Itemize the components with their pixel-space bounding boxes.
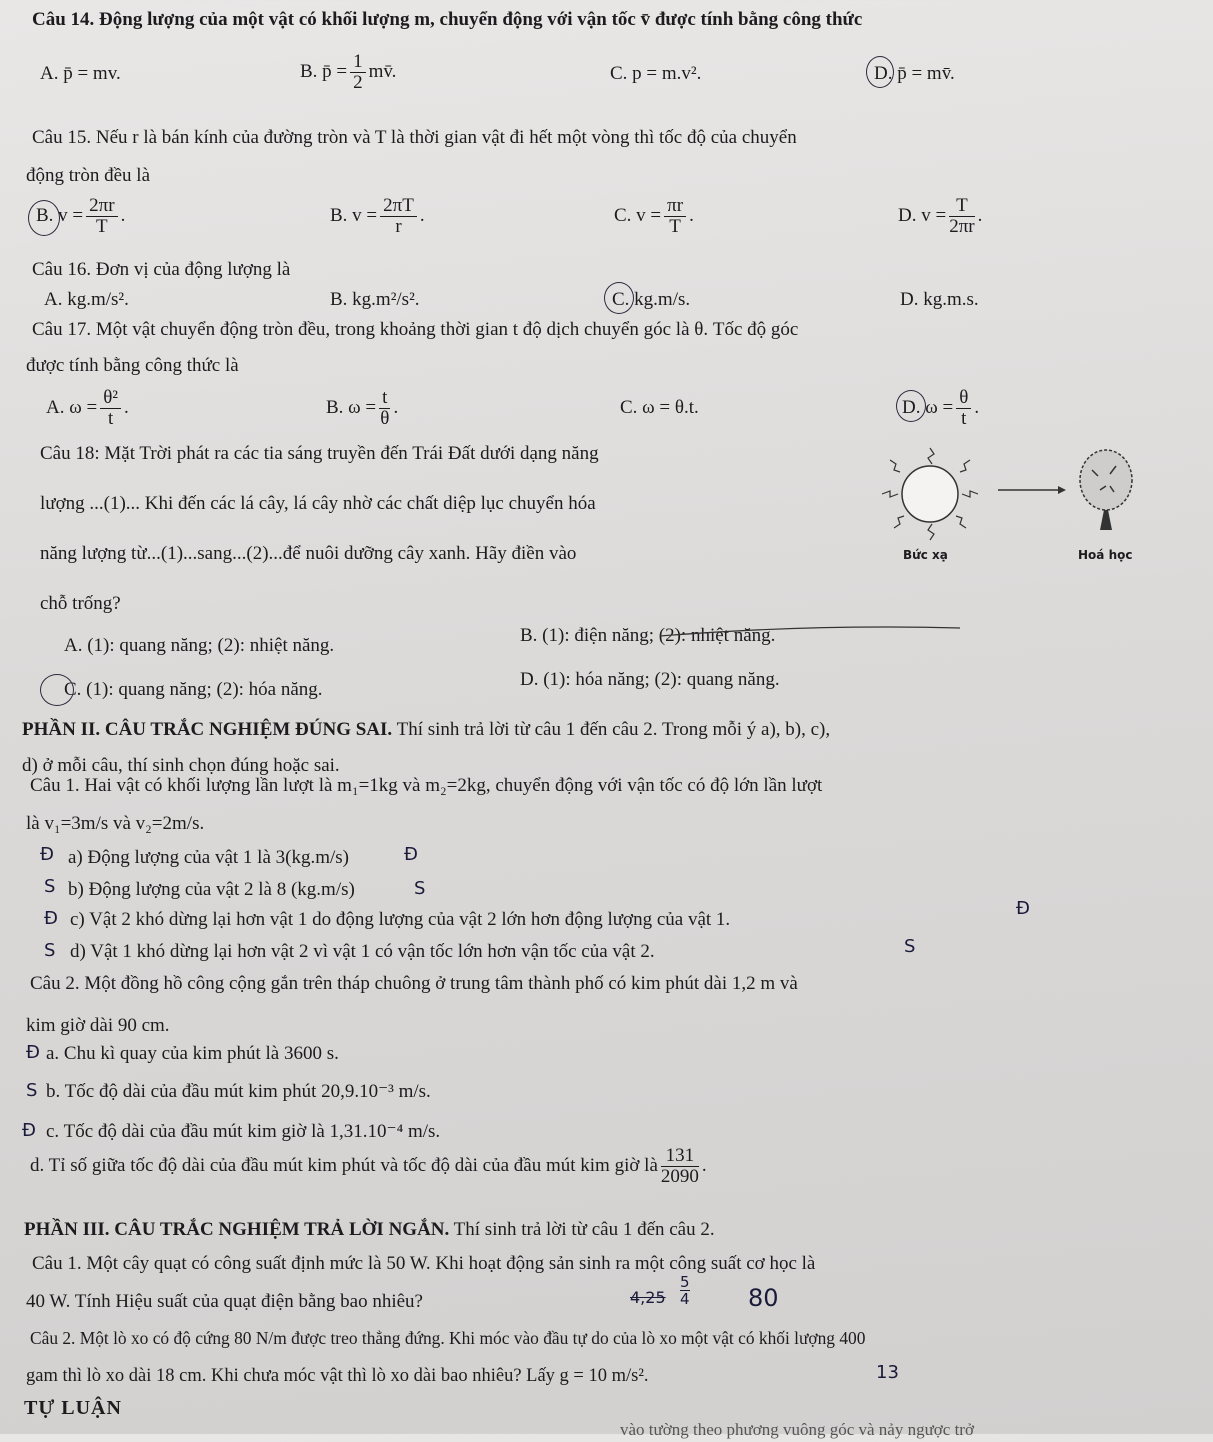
arrow-right-icon [998,486,1066,494]
p2-q2-b-mark: S [26,1080,38,1101]
p2-q1-a-end-mark: Đ [404,844,418,865]
q18-option-b-strike [660,620,960,640]
p2-q2-stem-2: kim giờ dài 90 cm. [26,1015,170,1036]
p3-q2-answer: 13 [876,1362,899,1383]
q14-option-c: C. p = m.v². [610,63,702,84]
p2-q1-c-end-mark: Đ [1016,898,1030,919]
p2-q2-d: d. Tỉ số giữa tốc độ dài của đầu mút kim phút và tốc độ dài của đầu mút kim giờ là $\frac{131}{2090}$ . [30,1145,707,1187]
q18-figure [870,440,1170,550]
part2-intro-2: d) ở mỗi câu, thí sinh chọn đúng hoặc sai. [22,755,340,776]
q17-option-d: D. ω = $\frac{\theta}{t}$ . [902,387,980,429]
q18-figure-label-radiation: Bức xạ [903,548,948,562]
tree-icon [1080,450,1132,530]
p2-q2-a: a. Chu kì quay của kim phút là 3600 s. [46,1043,339,1064]
q15-stem-2: động tròn đều là [26,165,151,186]
p2-q1-stem-1: Câu 1. Hai vật có khối lượng lần lượt là m₁=1kg và m₂=2kg, chuyển động với vận tốc có độ lớn lần lượt [30,775,823,796]
p2-q2-a-mark: Đ [26,1042,40,1063]
p2-q1-a-mark: Đ [40,844,54,865]
part3-heading: PHẦN III. CÂU TRẮC NGHIỆM TRẢ LỜI NGẮN. Thí sinh trả lời từ câu 1 đến câu 2. [24,1219,715,1240]
q16-option-d: D. kg.m.s. [900,289,979,310]
q15-stem-1: Câu 15. Nếu r là bán kính của đường tròn và T là thời gian vật đi hết một vòng thì tốc độ của chuyển [32,127,797,148]
q16-option-c: C. kg.m/s. [612,289,691,310]
p2-q1-d-mark: S [44,940,56,961]
p2-q1-d-end-mark: S [904,936,916,957]
p2-q1-stem-2: là v₁=3m/s và v₂=2m/s. [26,813,205,834]
q18-stem-4: chỗ trống? [40,593,121,614]
q14-stem: Câu 14. Động lượng của một vật có khối lượng m, chuyển động với vận tốc v̄ được tính bằng công thức [32,9,863,30]
p2-q1-b: b) Động lượng của vật 2 là 8 (kg.m/s) [68,879,355,900]
p2-q1-b-mark: S [44,876,56,897]
q15-option-a: B. v = $\frac{2\pi r}{T}$ . [36,195,126,237]
p2-q1-c-mark: Đ [44,908,58,929]
p3-q1-fraction: 5 4 [680,1273,690,1308]
q15-answer-circle [28,200,60,236]
q18-figure-label-chemical: Hoá học [1078,548,1133,562]
q17-stem-2: được tính bằng công thức là [26,355,239,376]
p2-q1-c: c) Vật 2 khó dừng lại hơn vật 1 do động lượng của vật 2 lớn hơn động lượng của vật 1. [70,909,731,930]
q14-option-b: B. p̄ = $\frac{1}{2}$ mv̄. [300,51,397,93]
p2-q1-b-end-mark: S [414,878,426,899]
p3-q2-line-2: gam thì lò xo dài 18 cm. Khi chưa móc vật thì lò xo dài bao nhiêu? Lấy g = 10 m/s². [26,1366,649,1386]
part2-heading: PHẦN II. CÂU TRẮC NGHIỆM ĐÚNG SAI. Thí sinh trả lời từ câu 1 đến câu 2. Trong mỗi ý a), b), c), [22,719,831,740]
q17-option-a: A. ω = $\frac{\text{θ²}}{t}$ . [46,387,129,429]
p3-q1-line-1: Câu 1. Một cây quạt có công suất định mức là 50 W. Khi hoạt động sản sinh ra một công suất cơ học là [32,1253,816,1274]
p2-q2-b: b. Tốc độ dài của đầu mút kim phút 20,9.10⁻³ m/s. [46,1081,431,1102]
q14-answer-circle [866,56,894,88]
q14-option-d: D. p̄ = mv̄. [874,63,955,84]
p2-q2-c-mark: Đ [22,1120,36,1141]
p3-q2-line-1: Câu 2. Một lò xo có độ cứng 80 N/m được treo thẳng đứng. Khi móc vào đầu tự do của lò xo một vật có khối lượng 400 [30,1328,866,1348]
q18-option-c: C. (1): quang năng; (2): hóa năng. [64,679,323,700]
q18-stem-1: Câu 18: Mặt Trời phát ra các tia sáng truyền đến Trái Đất dưới dạng năng [40,443,599,464]
p2-q1-a: a) Động lượng của vật 1 là 3(kg.m/s) [68,847,350,868]
q18-option-d: D. (1): hóa năng; (2): quang năng. [520,669,780,690]
q16-stem: Câu 16. Đơn vị của động lượng là [32,259,291,280]
q17-answer-circle [896,390,926,422]
q17-option-b: B. ω = $\frac{t}{\theta}$ . [326,387,399,429]
p2-q2-c: c. Tốc độ dài của đầu mút kim giờ là 1,31.10⁻⁴ m/s. [46,1121,441,1142]
q18-stem-2: lượng ...(1)... Khi đến các lá cây, lá cây nhờ các chất diệp lục chuyển hóa [40,493,596,514]
p2-q2-stem-1: Câu 2. Một đồng hồ công cộng gắn trên tháp chuông ở trung tâm thành phố có kim phút dài 1,2 m và [30,973,798,994]
bottom-cut-text: vào tường theo phương vuông góc và nảy ngược trở [620,1420,974,1439]
q18-option-b: B. (1): điện năng; (2): nhiệt năng. [520,625,776,646]
q15-option-d: D. v = $\frac{T}{2\pi r}$ . [898,195,983,237]
p3-q1-scratch: 4,25 [630,1288,666,1307]
tu-luan-heading: TỰ LUẬN [24,1397,122,1419]
q16-option-b: B. kg.m²/s². [330,289,420,310]
q18-option-a: A. (1): quang năng; (2): nhiệt năng. [64,635,335,656]
q18-stem-3: năng lượng từ...(1)...sang...(2)...để nuôi dưỡng cây xanh. Hãy điền vào [40,543,577,564]
q18-answer-circle [40,674,74,706]
p3-q1-answer: 80 [748,1284,779,1312]
q16-answer-circle [604,282,634,314]
sun-icon [882,448,978,540]
q17-option-c: C. ω = θ.t. [620,397,699,418]
q16-option-a: A. kg.m/s². [44,289,129,310]
q15-option-c: C. v = $\frac{\pi r}{T}$ . [614,195,694,237]
q17-stem-1: Câu 17. Một vật chuyển động tròn đều, trong khoảng thời gian t độ dịch chuyển góc là θ. Tốc độ góc [32,319,799,340]
p3-q1-line-2: 40 W. Tính Hiệu suất của quạt điện bằng bao nhiêu? [26,1291,423,1312]
q14-option-a: A. p̄ = mv. [40,63,121,84]
q15-option-b: B. v = $\frac{2\pi T}{r}$ . [330,195,425,237]
p2-q1-d: d) Vật 1 khó dừng lại hơn vật 2 vì vật 1 có vận tốc lớn hơn vận tốc của vật 2. [70,941,655,962]
